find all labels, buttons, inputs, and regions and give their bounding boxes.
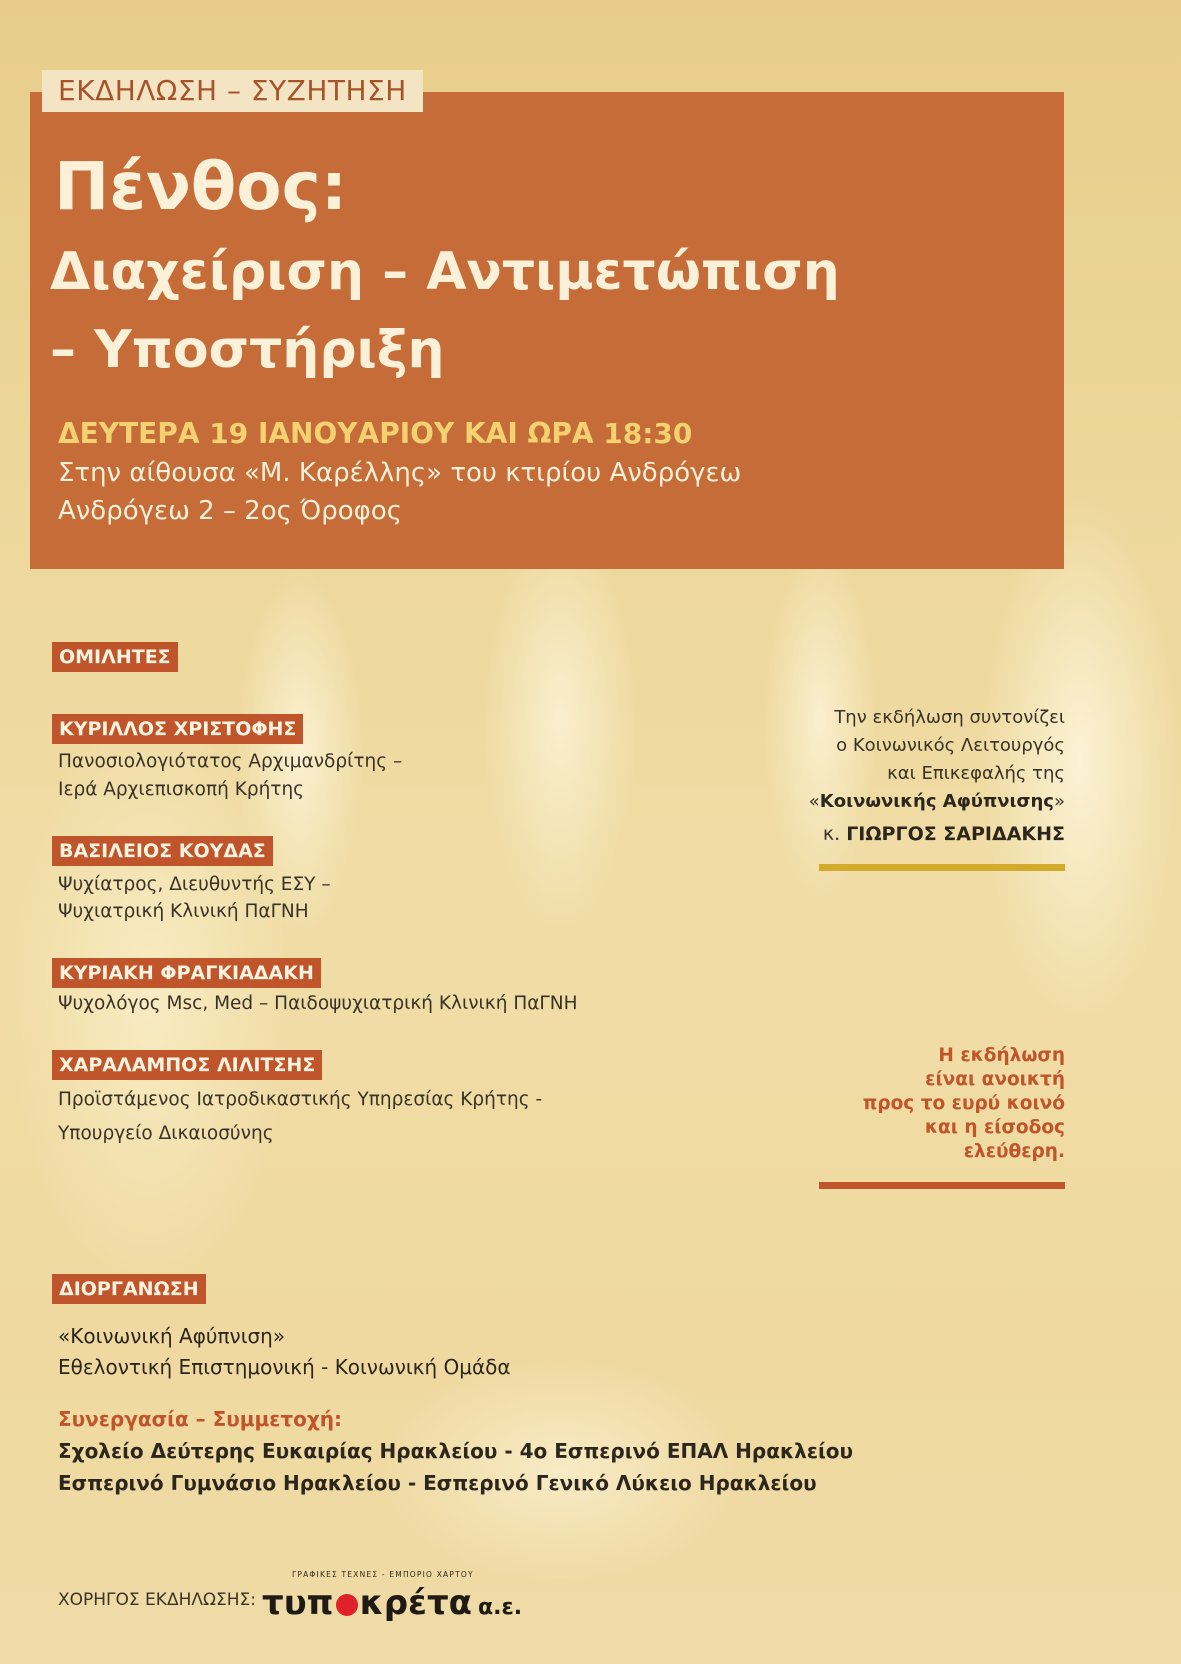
sponsor-label: ΧΟΡΗΓΟΣ ΕΚΔΗΛΩΣΗΣ: [58, 1590, 256, 1610]
speaker-title: Ψυχίατρος, Διευθυντής ΕΣΥ – [58, 874, 331, 895]
coordinator-organization: «Κοινωνικής Αφύπνισης» [808, 791, 1065, 812]
speaker-affiliation: Υπουργείο Δικαιοσύνης [58, 1123, 274, 1144]
speaker-title: Πανοσιολογιότατος Αρχιμανδρίτης – [58, 751, 403, 772]
event-subtitle-line1: Διαχείριση – Αντιμετώπιση [50, 242, 840, 302]
sponsor-logo: τυπ κρέτα α.ε. [262, 1583, 523, 1623]
event-title: Πένθος: [54, 148, 348, 225]
speaker-affiliation: Ψυχιατρική Κλινική ΠαΓΝΗ [58, 901, 309, 922]
coordinator-name: ΓΙΩΡΓΟΣ ΣΑΡΙΔΑΚΗΣ [846, 823, 1065, 845]
organization-heading: ΔΙΟΡΓΑΝΩΣΗ [52, 1274, 206, 1304]
speaker-name: ΚΥΡΙΑΚΗ ΦΡΑΓΚΙΑΔΑΚΗ [52, 958, 321, 988]
sponsor-tagline: ΓΡΑΦΙΚΕΣ ΤΕΧΝΕΣ - ΕΜΠΟΡΙΟ ΧΑΡΤΟΥ [292, 1570, 474, 1579]
open-admission-note: Η εκδήλωση είναι ανοικτή προς το ευρύ κοινό και η είσοδος ελεύθερη. [862, 1045, 1065, 1162]
red-dot-icon [336, 1594, 358, 1616]
coordinator-line: ο Κοινωνικός Λειτουργός [836, 735, 1065, 756]
speaker-title: Προϊστάμενος Ιατροδικαστικής Υπηρεσίας Κρήτης - [58, 1089, 543, 1110]
speaker-name: ΒΑΣΙΛΕΙΟΣ ΚΟΥΔΑΣ [52, 836, 273, 866]
speaker-name: ΧΑΡΑΛΑΜΠΟΣ ΛΙΛΙΤΣΗΣ [52, 1050, 322, 1080]
speaker-title: Ψυχολόγος Msc, Med – Παιδοψυχιατρική Κλινική ΠαΓΝΗ [58, 993, 578, 1014]
organizer-name: «Κοινωνική Αφύπνιση» [58, 1324, 286, 1348]
coordinator-line: και Επικεφαλής της [887, 763, 1065, 784]
collaborators-line: Σχολείο Δεύτερης Ευκαιρίας Ηρακλείου - 4ο Εσπερινό ΕΠΑΛ Ηρακλείου [58, 1439, 854, 1463]
speaker-affiliation: Ιερά Αρχιεπισκοπή Κρήτης [58, 779, 305, 800]
event-date: ΔΕΥΤΕΡΑ 19 ΙΑΝΟΥΑΡΙΟΥ ΚΑΙ ΩΡΑ 18:30 [58, 417, 693, 450]
organizer-description: Εθελοντική Επιστημονική - Κοινωνική Ομάδα [58, 1355, 511, 1379]
coordinator-divider [819, 864, 1065, 871]
coordinator-line: Την εκδήλωση συντονίζει [834, 707, 1065, 728]
event-subtitle-line2: – Υποστήριξη [50, 320, 445, 380]
open-note-divider [819, 1182, 1065, 1189]
event-venue: Στην αίθουσα «Μ. Καρέλλης» του κτιρίου Ανδρόγεω [58, 458, 742, 488]
coordinator-name-line: κ. ΓΙΩΡΓΟΣ ΣΑΡΙΔΑΚΗΣ [822, 823, 1065, 845]
collaboration-heading: Συνεργασία – Συμμετοχή: [58, 1407, 343, 1431]
event-address: Ανδρόγεω 2 – 2ος Όροφος [58, 496, 403, 526]
speaker-name: ΚΥΡΙΛΛΟΣ ΧΡΙΣΤΟΦΗΣ [52, 714, 303, 744]
organization-name: Κοινωνικής Αφύπνισης [819, 791, 1054, 812]
speakers-heading: ΟΜΙΛΗΤΕΣ [52, 642, 178, 672]
collaborators-line: Εσπερινό Γυμνάσιο Ηρακλείου - Εσπερινό Γενικό Λύκειο Ηρακλείου [58, 1471, 817, 1495]
event-type-label: ΕΚΔΗΛΩΣΗ – ΣΥΖΗΤΗΣΗ [42, 70, 423, 112]
